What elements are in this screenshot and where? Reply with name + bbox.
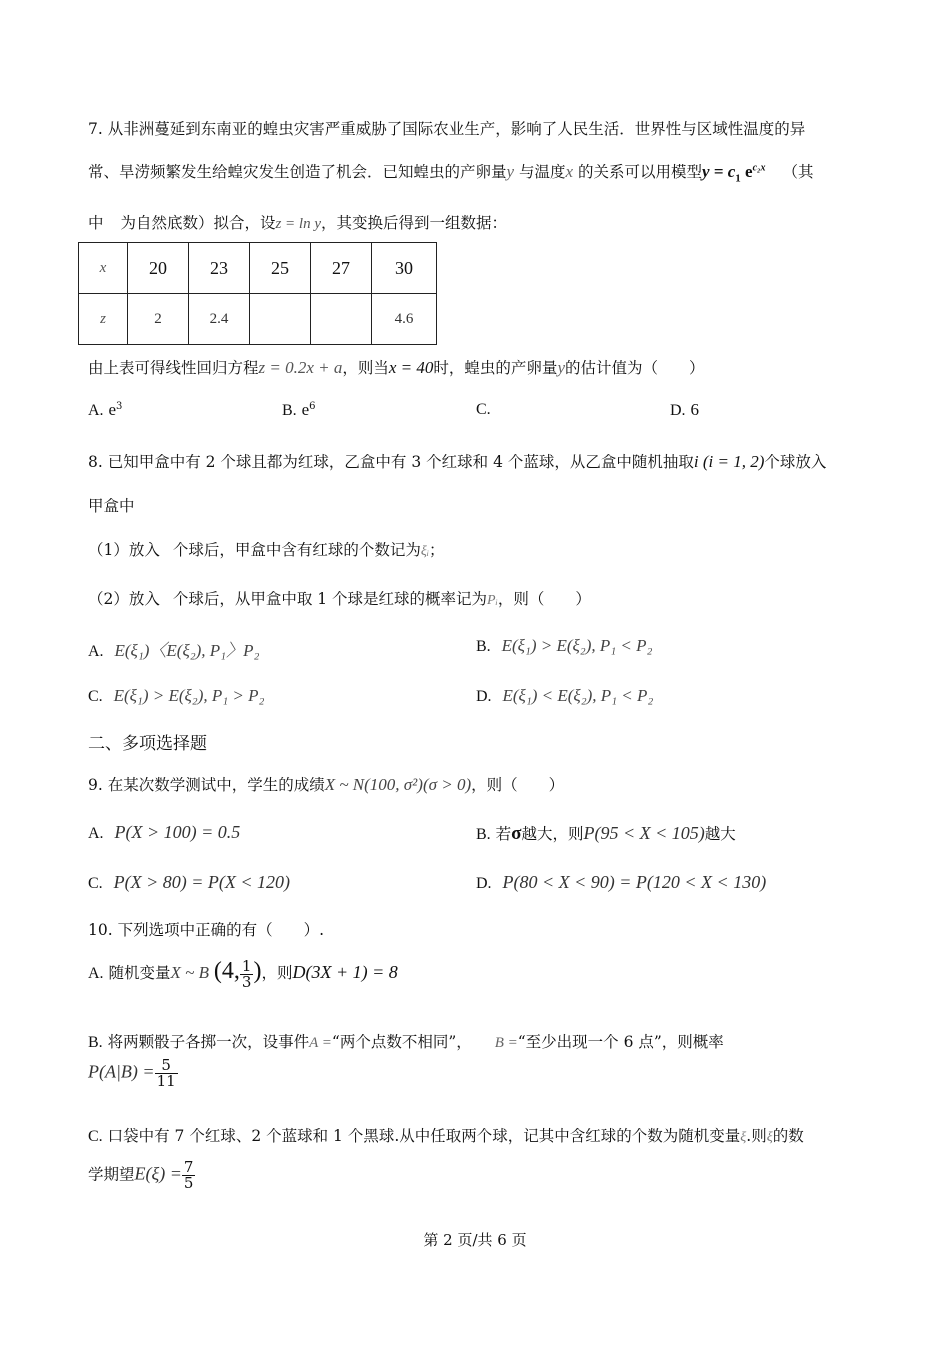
option-text: 越大 — [704, 825, 736, 843]
option-math: ξ — [740, 1130, 747, 1145]
q8-sub2 — [88, 587, 591, 609]
q7-option-b — [282, 400, 316, 420]
option-letter: D. — [476, 875, 492, 892]
q9-option-d — [476, 872, 766, 893]
option-math: P(X > 100) = 0.5 — [114, 822, 241, 842]
option-math: P(95 < X < 105) — [583, 823, 705, 843]
q8-sub1-text-b: 个球后，甲盒中含有红球的个数记为 — [172, 541, 421, 559]
q7-line2-text-b: 与温度 — [519, 163, 566, 181]
option-sup: 6 — [309, 400, 316, 412]
q9-stem-text-b: ，则（ ） — [471, 776, 565, 794]
q8-sub1-text-c: ； — [429, 541, 445, 559]
fraction-one-third — [240, 956, 254, 991]
option-text: 若 — [495, 825, 512, 843]
table-row — [79, 243, 437, 294]
option-math: P(A|B) = — [88, 1061, 155, 1082]
option-letter: D. — [670, 402, 686, 419]
q7-option-d — [670, 400, 699, 420]
option-letter: C. — [88, 875, 103, 892]
page-footer: 第 2 页/共 6 页 — [423, 1231, 527, 1249]
q7-x-40: x = 40 — [388, 358, 434, 377]
q9-stem-text-a: 9. 在某次数学测试中，学生的成绩 — [88, 776, 325, 794]
q8-line1 — [88, 450, 826, 472]
q7-line2-text-c: 的关系可以用模型 — [578, 163, 703, 181]
q9-option-b — [476, 822, 736, 845]
table-cell — [311, 294, 372, 345]
option-math: ) — [253, 958, 262, 984]
option-math: E(ξ) = — [134, 1163, 182, 1184]
q10-option-c-line2 — [88, 1160, 195, 1191]
q7-line4 — [88, 356, 705, 378]
q7-var-y: y — [506, 162, 515, 181]
q7-model-lhs: y = c — [702, 162, 736, 181]
q7-line4-text-d: 的估计值为（ ） — [564, 359, 705, 377]
option-math: D(3X + 1) = 8 — [292, 962, 398, 982]
q7-z-ln-y: z = ln y — [275, 216, 322, 232]
table-cell — [250, 294, 311, 345]
q7-var-y2: y — [557, 358, 565, 377]
option-math: E(ξ₁) > E(ξ₂), P₁ > P₂ — [113, 686, 265, 705]
q7-line2-text-a: 常、旱涝频繁发生给蝗灾发生创造了机会．已知蝗虫的产卵量 — [88, 163, 507, 181]
q7-line4-text-b: ，则当 — [342, 359, 389, 377]
q7-model-sub: 1 — [735, 172, 741, 185]
option-math: E(ξ₁) > E(ξ₂), P₁ < P₂ — [501, 636, 653, 655]
option-text: 的数 — [772, 1127, 804, 1145]
section-title: 二、多项选择题 — [88, 734, 207, 754]
table-cell: 4.6 — [372, 294, 437, 345]
q7-line2 — [88, 160, 813, 184]
option-sigma: σ — [511, 823, 522, 844]
option-math: (4, — [213, 958, 240, 984]
fraction-seven-fifths — [182, 1160, 196, 1191]
q7-data-table — [78, 242, 437, 345]
fraction-denominator: 3 — [241, 972, 252, 991]
option-math: ξ — [766, 1130, 773, 1145]
q7-var-x: x — [565, 162, 574, 181]
q8-line2: 甲盒中 — [88, 497, 135, 515]
option-math: 6 — [690, 400, 699, 419]
option-text: 越大，则 — [521, 825, 584, 843]
fraction-numerator: 5 — [155, 1058, 178, 1074]
q10-option-a — [88, 958, 398, 990]
q8-xi-i: ξᵢ — [420, 544, 430, 559]
q9-stem — [88, 773, 564, 795]
q7-model-e: e — [745, 162, 753, 181]
table-row — [79, 294, 437, 345]
option-letter: A. — [88, 965, 104, 982]
q10-option-b-line2 — [88, 1058, 178, 1089]
table-cell: 20 — [128, 243, 189, 294]
option-math: E(ξ₁)〈E(ξ₂), P₁〉P₂ — [114, 641, 260, 660]
option-letter: D. — [476, 688, 492, 705]
option-math: B = — [494, 1035, 518, 1051]
option-sup: 3 — [116, 400, 123, 412]
q8-sub1-text-a: （1）放入 — [88, 541, 160, 559]
option-letter: A. — [88, 402, 104, 419]
q8-option-b — [476, 636, 652, 656]
option-text: 随机变量 — [108, 964, 171, 982]
q7-option-c — [476, 400, 491, 419]
q7-regression-eq: z = 0.2x + a — [258, 358, 343, 377]
option-letter: B. — [88, 1034, 103, 1051]
option-letter: B. — [282, 402, 297, 419]
option-math: A = — [309, 1035, 332, 1051]
option-text: 将两颗骰子各掷一次，设事件 — [107, 1033, 310, 1051]
option-letter: C. — [476, 401, 491, 418]
option-math: X ~ B — [170, 963, 209, 982]
option-math: e — [108, 400, 117, 419]
q7-option-a — [88, 400, 122, 420]
option-math: P(X > 80) = P(X < 120) — [113, 872, 291, 892]
option-text: “至少出现一个 6 点”，则概率 — [517, 1033, 724, 1051]
q10-option-c-line1 — [88, 1124, 804, 1146]
q8-line1-text-b: 个球放入 — [764, 453, 827, 471]
fraction-numerator: 7 — [183, 1158, 194, 1176]
q7-line4-text-a: 由上表可得线性回归方程 — [88, 359, 259, 377]
q8-sub2-text-b: 个球后，从甲盒中取 1 个球是红球的概率记为 — [172, 590, 488, 608]
q8-sub2-text-a: （2）放入 — [88, 590, 160, 608]
q7-line3-text-b: 为自然底数）拟合，设 — [120, 214, 276, 232]
option-letter: A. — [88, 825, 104, 842]
q9-distribution: X ~ N(100, σ²)(σ > 0) — [324, 775, 472, 794]
option-text: “两个点数不相同”， — [331, 1033, 472, 1051]
option-math: P(80 < X < 90) = P(120 < X < 130) — [502, 872, 767, 892]
q9-option-a — [88, 822, 240, 843]
table-cell: 2 — [128, 294, 189, 345]
table-cell: 25 — [250, 243, 311, 294]
q7-line3-text-c: ，其变换后得到一组数据： — [321, 214, 508, 232]
option-math: E(ξ₁) < E(ξ₂), P₁ < P₂ — [502, 686, 654, 705]
q7-line2-text-d: （其 — [782, 163, 814, 181]
option-text: 学期望 — [88, 1165, 135, 1184]
q7-line1: 7. 从非洲蔓延到东南亚的蝗虫灾害严重威胁了国际农业生产，影响了人民生活．世界性与区域性温度的异 — [88, 120, 806, 138]
fraction-five-elevenths — [155, 1058, 178, 1089]
q7-line3-text-a: 中 — [88, 214, 104, 232]
table-cell: 30 — [372, 243, 437, 294]
table-cell: 23 — [189, 243, 250, 294]
option-text: 口袋中有 7 个红球、2 个蓝球和 1 个黑球.从中任取两个球，记其中含红球的个数为随机变量 — [107, 1127, 741, 1145]
q8-option-a — [88, 636, 259, 661]
q9-option-c — [88, 872, 290, 893]
q8-p-i: Pᵢ — [487, 593, 498, 608]
table-cell: 2.4 — [189, 294, 250, 345]
q8-line1-text-a: 8. 已知甲盒中有 2 个球且都为红球，乙盒中有 3 个红球和 4 个蓝球，从乙盒中随机抽取 — [88, 453, 694, 471]
option-text: ，则 — [261, 964, 293, 982]
option-math: e — [301, 400, 310, 419]
q10-option-b-line1 — [88, 1030, 724, 1052]
table-cell-x-label: x — [79, 243, 128, 294]
q8-option-d — [476, 686, 653, 706]
q8-i-range: i (i = 1, 2) — [693, 452, 765, 471]
option-letter: C. — [88, 688, 103, 705]
option-letter: C. — [88, 1128, 103, 1145]
q10-stem: 10. 下列选项中正确的有（ ）. — [88, 921, 325, 939]
q7-line3 — [88, 211, 507, 233]
table-cell: 27 — [311, 243, 372, 294]
q8-sub1 — [88, 538, 445, 560]
option-letter: B. — [476, 638, 491, 655]
q8-sub2-text-c: ，则（ ） — [497, 590, 591, 608]
fraction-denominator: 11 — [156, 1072, 176, 1090]
option-letter: A. — [88, 643, 104, 660]
q7-line4-text-c: 时，蝗虫的产卵量 — [433, 359, 558, 377]
option-text: .则 — [746, 1127, 767, 1145]
table-cell-z-label: z — [79, 294, 128, 345]
option-letter: B. — [476, 826, 491, 843]
q7-model — [702, 162, 766, 185]
q8-option-c — [88, 686, 264, 706]
fraction-denominator: 5 — [183, 1174, 194, 1192]
q7-model-sup: c₂x — [752, 162, 766, 174]
fraction-numerator: 1 — [241, 956, 252, 975]
